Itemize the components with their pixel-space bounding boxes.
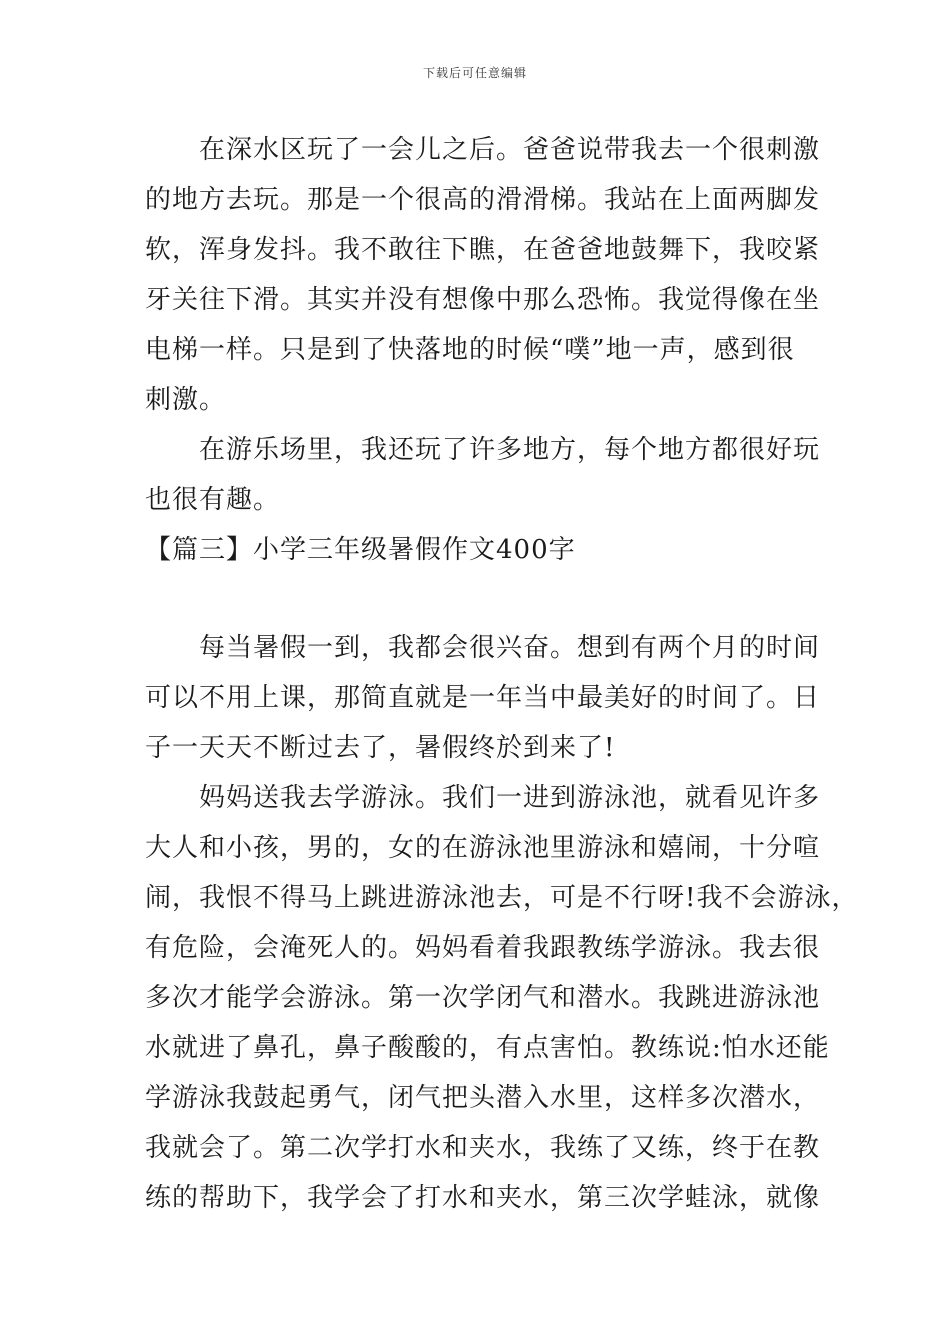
text-line: 大人和小孩，男的，女的在游泳池里游泳和嬉闹，十分喧 xyxy=(145,833,821,863)
text-line: 每当暑假一到，我都会很兴奋。想到有两个月的时间 xyxy=(199,633,821,663)
paragraph xyxy=(145,773,859,1223)
text-line: 在深水区玩了一会儿之后。爸爸说带我去一个很刺激 xyxy=(199,135,821,165)
text-line: 妈妈送我去学游泳。我们一进到游泳池，就看见许多 xyxy=(199,783,821,813)
document-body xyxy=(145,125,859,1223)
section-heading: 【篇三】小学三年级暑假作文400字 xyxy=(145,535,576,565)
text-line: 在游乐场里，我还玩了许多地方，每个地方都很好玩 xyxy=(199,435,821,465)
text-line: 练的帮助下，我学会了打水和夹水，第三次学蛙泳，就像 xyxy=(145,1183,821,1213)
text-line: 子一天天不断过去了，暑假终於到来了! xyxy=(145,733,616,763)
paragraph xyxy=(145,425,825,525)
text-line: 可以不用上课，那简直就是一年当中最美好的时间了。日 xyxy=(145,683,821,713)
paragraph xyxy=(145,623,825,773)
text-line: 我就会了。第二次学打水和夹水，我练了又练，终于在教 xyxy=(145,1133,821,1163)
paragraph xyxy=(145,125,825,425)
text-line: 的地方去玩。那是一个很高的滑滑梯。我站在上面两脚发 xyxy=(145,185,821,215)
text-line: 有危险，会淹死人的。妈妈看着我跟教练学游泳。我去很 xyxy=(145,933,821,963)
text-line: 电梯一样。只是到了快落地的时候“噗”地一声，感到很 xyxy=(145,335,795,365)
text-line: 软，浑身发抖。我不敢往下瞧，在爸爸地鼓舞下，我咬紧 xyxy=(145,235,821,265)
text-line: 闹，我恨不得马上跳进游泳池去，可是不行呀!我不会游泳， xyxy=(145,883,859,913)
spacer xyxy=(145,575,825,623)
text-line: 水就进了鼻孔，鼻子酸酸的，有点害怕。教练说:怕水还能 xyxy=(145,1033,830,1063)
text-line: 刺激。 xyxy=(145,385,227,415)
page-header-note: 下载后可任意编辑 xyxy=(422,66,527,80)
text-line: 学游泳我鼓起勇气，闭气把头潜入水里，这样多次潜水， xyxy=(145,1083,821,1113)
text-line: 多次才能学会游泳。第一次学闭气和潜水。我跳进游泳池 xyxy=(145,983,821,1013)
text-line: 牙关往下滑。其实并没有想像中那么恐怖。我觉得像在坐 xyxy=(145,285,821,315)
text-line: 也很有趣。 xyxy=(145,485,281,515)
